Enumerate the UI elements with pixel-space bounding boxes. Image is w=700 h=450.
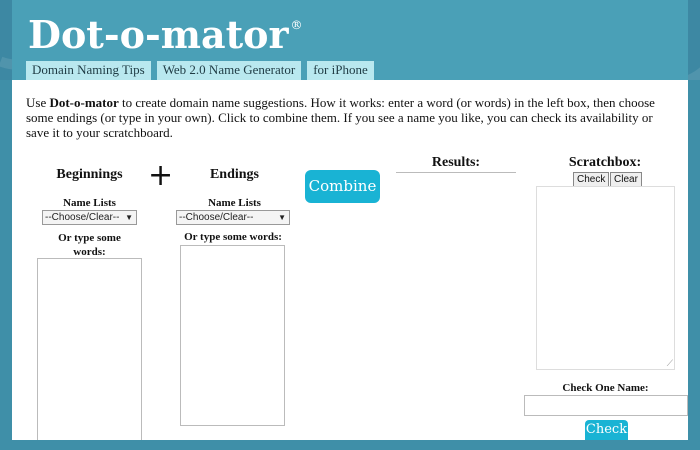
intro-brand: Dot-o-mator: [49, 95, 119, 110]
check-name-button[interactable]: Check: [585, 420, 628, 440]
dropdown-arrow-icon: ▼: [278, 213, 286, 222]
beginnings-type-label: Or type some words:: [58, 232, 121, 258]
nav-tabs: [26, 61, 374, 80]
endings-textarea[interactable]: [180, 245, 285, 426]
tab-for-iphone[interactable]: for iPhone: [307, 61, 374, 80]
tab-domain-naming-tips[interactable]: Domain Naming Tips: [26, 61, 151, 80]
scratchbox-clear-button[interactable]: Clear: [610, 172, 642, 187]
logo-text: Dot-o-mator: [28, 12, 289, 57]
check-one-name-label: Check One Name:: [562, 382, 649, 394]
scratchbox-check-button[interactable]: Check: [573, 172, 609, 187]
intro-text: Use Dot-o-mator to create domain name suggestions. How it works: enter a word (or words) in the left box, then choose some endings (or type in your own). Click to combine them. If you see a name you like, you can check its availability or save it to your scratchboard.: [26, 95, 655, 140]
resize-grip-icon[interactable]: ⟋: [666, 358, 673, 368]
beginnings-textarea[interactable]: [37, 258, 142, 443]
results-title: Results:: [431, 155, 481, 170]
beginnings-select-value: --Choose/Clear--: [45, 212, 120, 223]
beginnings-name-lists-label: Name Lists: [63, 197, 116, 209]
scratchbox-title: Scratchbox:: [568, 155, 642, 170]
results-divider: [396, 172, 516, 173]
endings-type-label: Or type some words:: [184, 231, 282, 243]
beginnings-list-select[interactable]: [42, 210, 137, 225]
endings-select-value: --Choose/Clear--: [179, 212, 254, 223]
registered-mark: ®: [290, 18, 303, 32]
beginnings-title: Beginnings: [56, 167, 123, 182]
site-logo[interactable]: [28, 12, 303, 57]
endings-title: Endings: [209, 167, 260, 182]
dropdown-arrow-icon: ▼: [125, 213, 133, 222]
plus-icon: +: [148, 158, 174, 193]
scratchbox-textarea[interactable]: [536, 186, 675, 370]
combine-button[interactable]: Combine: [305, 170, 380, 203]
check-name-input[interactable]: [524, 395, 688, 416]
footer-bar: [0, 440, 700, 450]
header-panel: [12, 0, 688, 80]
tab-web2-name-generator[interactable]: Web 2.0 Name Generator: [157, 61, 302, 80]
main-panel: [12, 80, 688, 440]
endings-name-lists-label: Name Lists: [208, 197, 261, 209]
site-header: [0, 0, 700, 80]
endings-list-select[interactable]: [176, 210, 290, 225]
